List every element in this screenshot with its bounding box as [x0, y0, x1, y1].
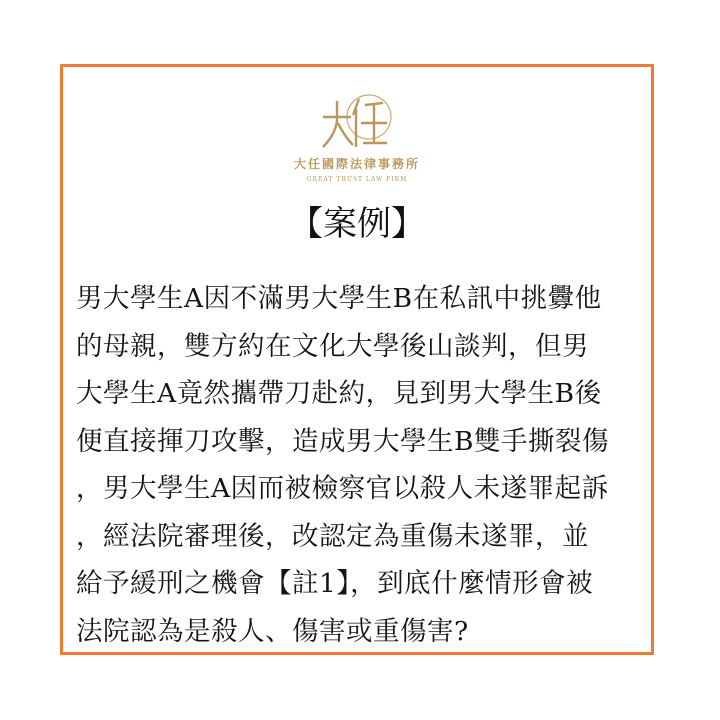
case-text-line: 便直接揮刀攻擊，造成男大學生B雙手撕裂傷 — [76, 425, 609, 457]
firm-name-en: GREAT TRUST LAW FIRM — [306, 176, 408, 183]
case-text-line: 給予緩刑之機會【註1】，到底什麼情形會被 — [76, 568, 594, 599]
case-text-line: 法院認為是殺人、傷害或重傷害? — [76, 615, 469, 647]
firm-logo-mark-icon — [317, 91, 397, 153]
case-heading: 【案例】 — [289, 204, 425, 244]
case-text-line: 男大學生A因不滿男大學生B在私訊中挑釁他 — [76, 283, 602, 314]
firm-logo — [63, 91, 651, 183]
content-frame — [60, 64, 654, 655]
firm-name-cn: 大任國際法律事務所 — [293, 157, 420, 171]
case-text-line: 的母親，雙方約在文化大學後山談判，但男 — [76, 330, 589, 362]
case-text-line: ，經法院審理後，改認定為重傷未遂罪，並 — [76, 520, 589, 552]
case-text-line: ，男大學生A因而被檢察官以殺人未遂罪起訴 — [76, 473, 609, 504]
case-text-line: 大學生A竟然攜帶刀赴約，見到男大學生B後 — [76, 378, 602, 409]
case-description — [76, 275, 641, 655]
